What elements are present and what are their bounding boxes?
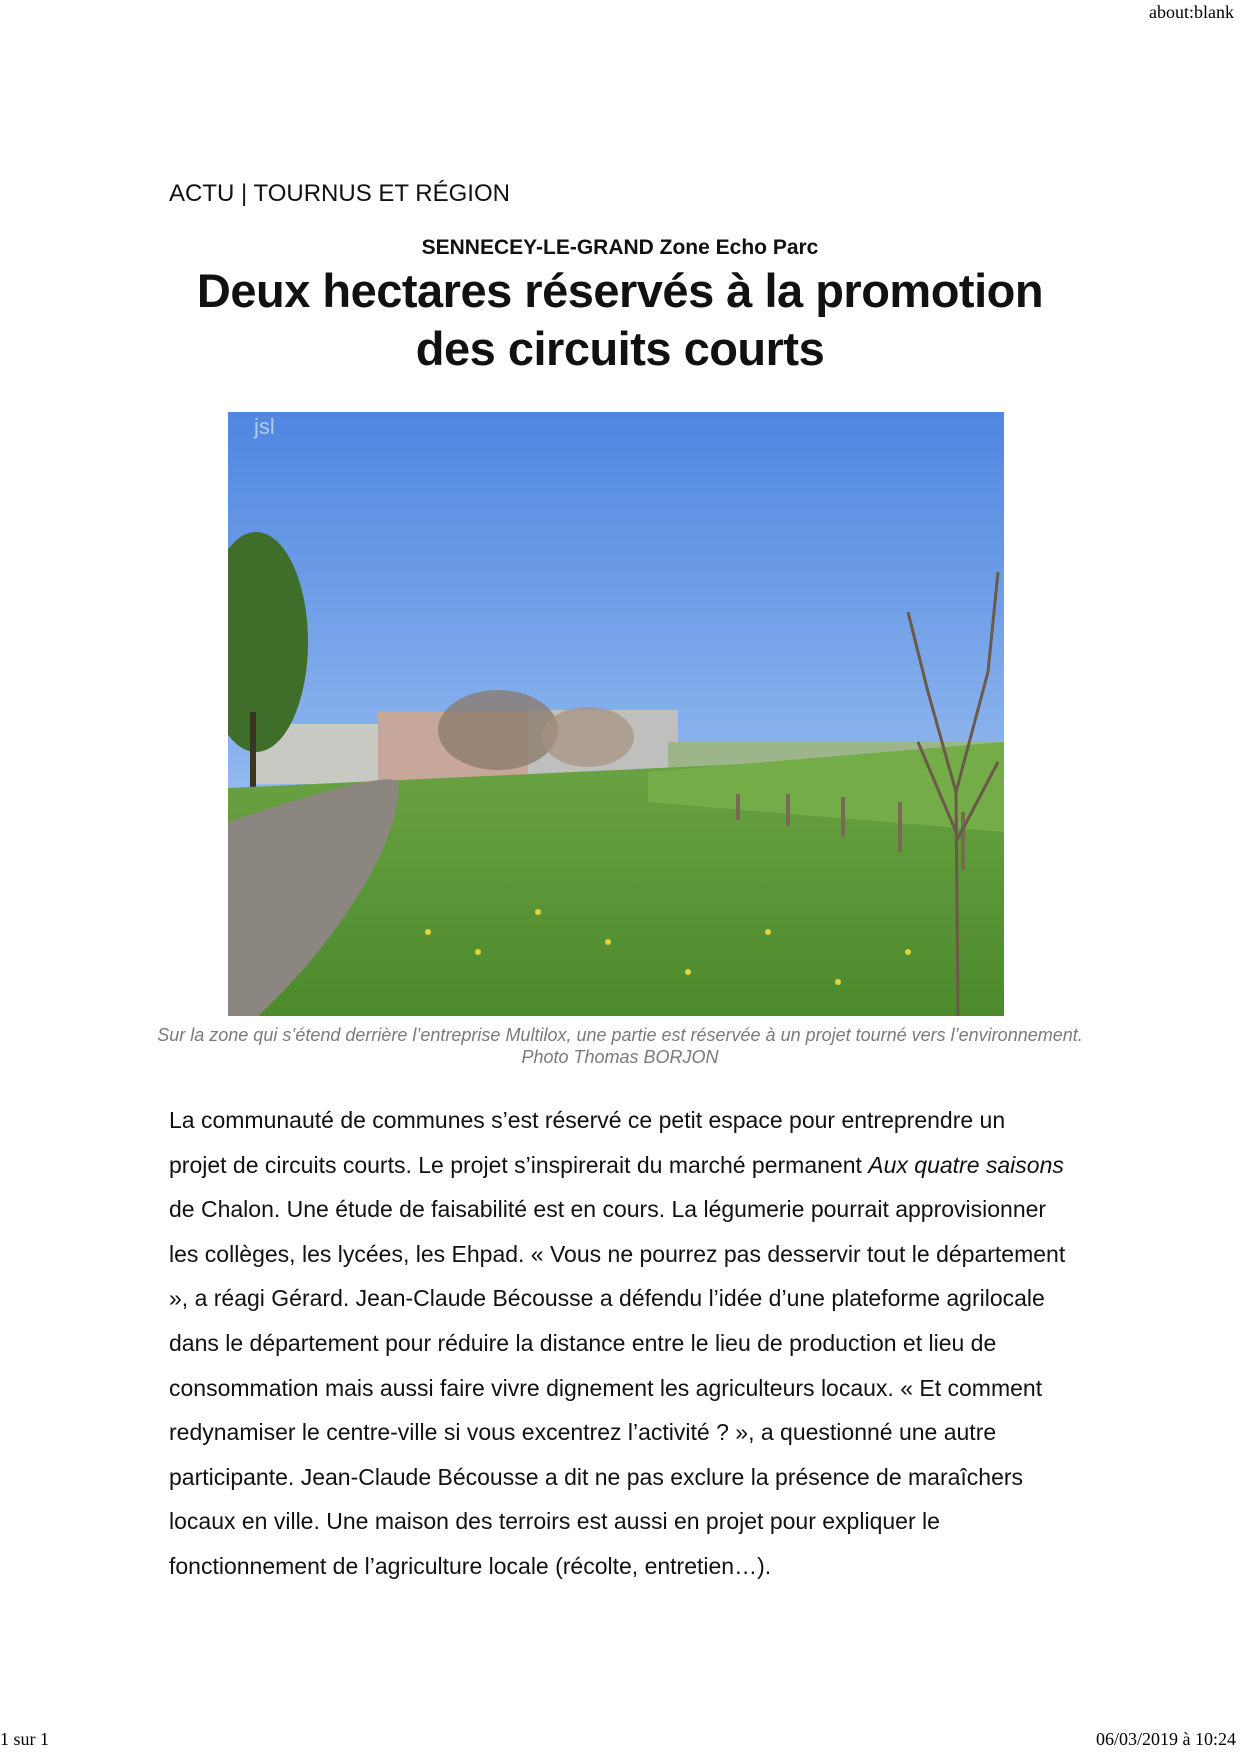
print-footer-datetime: 06/03/2019 à 10:24 xyxy=(1096,1729,1236,1749)
photo-caption: Sur la zone qui s’étend derrière l’entreprise Multilox, une partie est réservée à un projet tourné vers l’environnement. Photo Thomas BORJON xyxy=(157,1025,1083,1067)
print-header-url: about:blank xyxy=(1149,2,1234,22)
landscape-photo xyxy=(228,412,1004,1016)
headline-line-2: des circuits courts xyxy=(415,322,825,375)
article-photo xyxy=(228,412,1004,1016)
article-kicker: SENNECEY-LE-GRAND Zone Echo Parc xyxy=(421,236,819,259)
article-headline xyxy=(150,262,1090,378)
body-italic-title: Aux quatre saisons xyxy=(868,1151,1064,1178)
section-label[interactable]: ACTU | TOURNUS ET RÉGION xyxy=(169,180,510,207)
article-body xyxy=(169,1098,1069,1589)
body-part-1: La communauté de communes s’est réservé ce petit espace pour entreprendre un projet de circuits courts. Le projet s’inspirerait du marché permanent xyxy=(169,1107,1006,1178)
photo-watermark: jsl xyxy=(254,414,275,439)
headline-line-1: Deux hectares réservés à la promotion xyxy=(196,264,1044,317)
body-part-2: de Chalon. Une étude de faisabilité est en cours. La légumerie pourrait approvisionner les collèges, les lycées, les Ehpad. « Vous ne pourrez pas desservir tout le département », a réagi Gérard. Jean-Claude Bécousse a défendu l’idée d’une plateforme agrilocale dans le département pour réduire la distance entre le lieu de production et lieu de consommation mais aussi faire vivre dignement les agriculteurs locaux. « Et comment redynamiser le centre-ville si vous excentrez l’activité ? », a questionné une autre participante. Jean-Claude Bécousse a dit ne pas exclure la présence de maraîchers locaux en ville. Une maison des terroirs est aussi en projet pour expliquer le fonctionnement de l’agriculture locale (récolte, entretien…). xyxy=(169,1196,1066,1579)
print-footer-page: 1 sur 1 xyxy=(0,1729,49,1749)
